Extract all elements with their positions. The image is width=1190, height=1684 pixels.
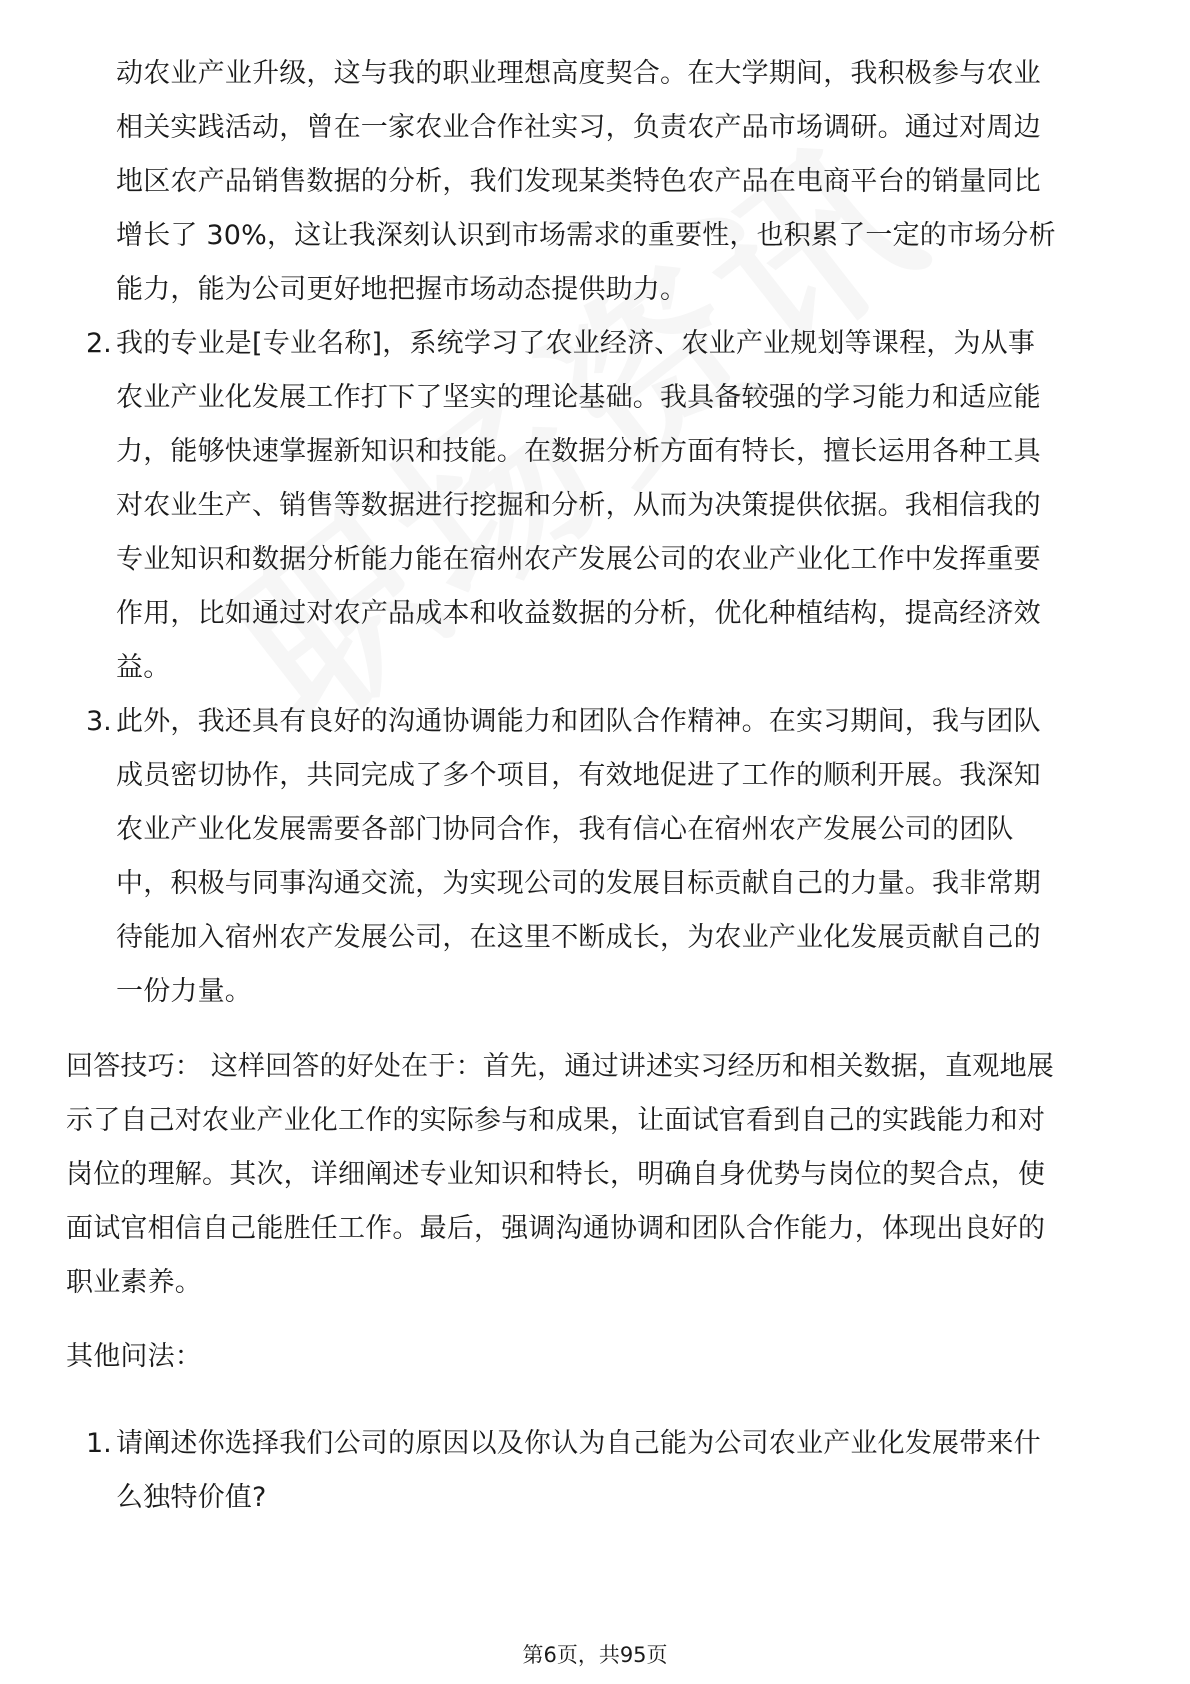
text-line: 动农业产业升级，这与我的职业理想高度契合。在大学期间，我积极参与农业: [116, 58, 1041, 89]
text-line: 示了自己对农业产业化工作的实际参与和成果，让面试官看到自己的实践能力和对: [66, 1105, 1046, 1136]
text-line: 作用，比如通过对农产品成本和收益数据的分析，优化种植结构，提高经济效: [116, 598, 1041, 629]
text-line: 地区农产品销售数据的分析，我们发现某类特色农产品在电商平台的销量同比: [116, 166, 1041, 197]
list-number: 3.: [86, 706, 112, 737]
text-line: 对农业生产、销售等数据进行挖掘和分析，从而为决策提供依据。我相信我的: [116, 490, 1041, 521]
text-line: 岗位的理解。其次，详细阐述专业知识和特长，明确自身优势与岗位的契合点，使: [66, 1159, 1046, 1190]
text-line: 农业产业化发展需要各部门协同合作，我有信心在宿州农产发展公司的团队: [116, 814, 1014, 845]
text-line: 此外，我还具有良好的沟通协调能力和团队合作精神。在实习期间，我与团队: [116, 706, 1041, 737]
text-line: 力，能够快速掌握新知识和技能。在数据分析方面有特长，擅长运用各种工具: [116, 436, 1041, 467]
text-line: 专业知识和数据分析能力能在宿州农产发展公司的农业产业化工作中发挥重要: [116, 544, 1041, 575]
list-number: 1.: [86, 1428, 112, 1459]
text-line: 么独特价值?: [116, 1482, 267, 1513]
text-line: 我的专业是[专业名称]，系统学习了农业经济、农业产业规划等课程，为从事: [116, 328, 1036, 359]
text-line: 一份力量。: [116, 976, 252, 1007]
text-line: 相关实践活动，曾在一家农业合作社实习，负责农产品市场调研。通过对周边: [116, 112, 1041, 143]
text-line: 面试官相信自己能胜任工作。最后，强调沟通协调和团队合作能力，体现出良好的: [66, 1213, 1046, 1244]
text-line: 成员密切协作，共同完成了多个项目，有效地促进了工作的顺利开展。我深知: [116, 760, 1041, 791]
text-line: 中，积极与同事沟通交流，为实现公司的发展目标贡献自己的力量。我非常期: [116, 868, 1041, 899]
text-line: 能力，能为公司更好地把握市场动态提供助力。: [116, 274, 688, 305]
text-line: 农业产业化发展工作打下了坚实的理论基础。我具备较强的学习能力和适应能: [116, 382, 1041, 413]
page-number: 第6页，共95页: [522, 1643, 668, 1667]
text-line: 增长了 30%，这让我深刻认识到市场需求的重要性，也积累了一定的市场分析: [116, 220, 1056, 251]
text-line: 职业素养。: [66, 1267, 202, 1298]
list-number: 2.: [86, 328, 112, 359]
text-line: 益。: [116, 652, 171, 683]
section-heading: 其他问法：: [66, 1341, 202, 1372]
text-line: 待能加入宿州农产发展公司，在这里不断成长，为农业产业化发展贡献自己的: [116, 922, 1041, 953]
text-line: 回答技巧： 这样回答的好处在于：首先，通过讲述实习经历和相关数据，直观地展: [66, 1051, 1054, 1082]
text-line: 请阐述你选择我们公司的原因以及你认为自己能为公司农业产业化发展带来什: [116, 1428, 1041, 1459]
